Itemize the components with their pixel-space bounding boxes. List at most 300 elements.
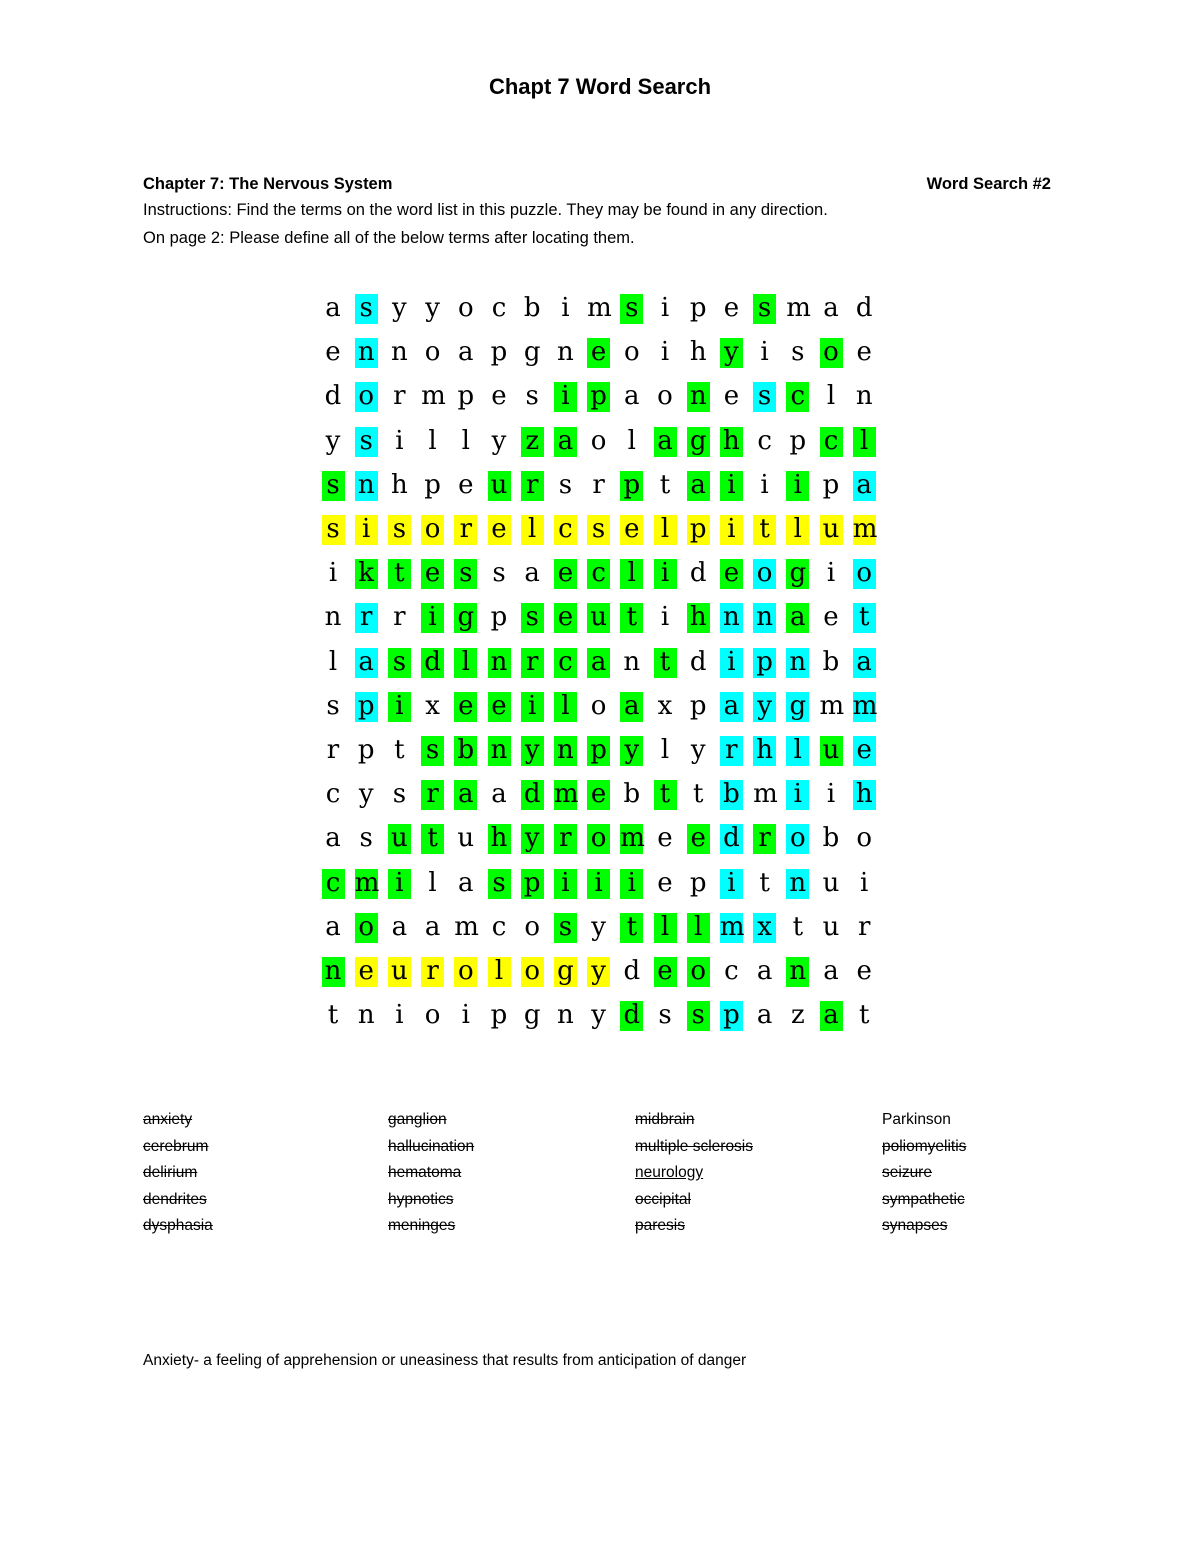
grid-letter: d [521, 780, 544, 810]
grid-letter: c [724, 956, 739, 986]
grid-letter: m [587, 293, 612, 323]
grid-letter: c [322, 869, 345, 899]
term-neurology: neurology [635, 1164, 704, 1181]
grid-letter: l [786, 736, 809, 766]
grid-letter: a [823, 956, 839, 986]
grid-letter: i [561, 293, 570, 323]
grid-letter: i [720, 515, 743, 545]
grid-letter: t [753, 515, 776, 545]
term-poliomyelitis: poliomyelitis [882, 1137, 967, 1155]
grid-letter: r [753, 824, 776, 854]
grid-letter: s [525, 381, 539, 412]
grid-letter: r [554, 824, 577, 854]
grid-letter: t [654, 648, 677, 678]
grid-letter: m [454, 911, 479, 942]
grid-letter: e [823, 602, 839, 633]
grid-letter: m [786, 293, 811, 323]
grid-letter: a [424, 911, 441, 942]
grid-letter: a [823, 293, 839, 323]
grid-letter: s [687, 1001, 710, 1031]
grid-letter: o [687, 957, 710, 987]
grid-letter: t [759, 867, 770, 898]
grid-letter: c [491, 911, 507, 942]
grid-letter: p [720, 1001, 743, 1031]
grid-letter: l [488, 957, 511, 987]
grid-letter: u [457, 823, 475, 854]
grid-letter: t [620, 603, 643, 633]
grid-letter: p [355, 692, 378, 722]
grid-letter: l [461, 425, 470, 456]
grid-letter: n [855, 381, 873, 412]
grid-letter: i [786, 471, 809, 501]
grid-letter: i [760, 469, 769, 500]
grid-letter: e [488, 692, 511, 722]
grid-letter: o [457, 293, 474, 323]
grid-letter: e [856, 956, 872, 986]
grid-letter: o [424, 337, 441, 368]
grid-letter: a [325, 823, 341, 854]
instructions-line-1: Instructions: Find the terms on the word list in this puzzle. They may be found in any direction. [143, 201, 828, 219]
grid-letter: e [587, 338, 610, 368]
grid-letter: i [328, 558, 338, 589]
term-multiple-sclerosis: multiple sclerosis [635, 1137, 754, 1155]
grid-letter: y [591, 1000, 606, 1031]
word-list-column-4 [882, 1110, 966, 1243]
grid-letter: i [860, 867, 869, 898]
grid-letter: c [554, 648, 577, 678]
grid-letter: x [657, 690, 673, 721]
grid-letter: p [457, 381, 475, 412]
grid-letter: l [687, 913, 710, 943]
grid-letter: u [822, 911, 840, 942]
grid-letter: l [620, 559, 643, 589]
grid-letter: s [492, 558, 506, 589]
chapter-header [143, 175, 1051, 194]
grid-letter: l [853, 427, 876, 457]
grid-letter: s [620, 294, 643, 324]
grid-letter: i [421, 603, 444, 633]
grid-letter: i [660, 293, 670, 323]
grid-letter: n [687, 382, 710, 412]
grid-letter: b [822, 646, 840, 677]
grid-letter: r [521, 648, 544, 678]
grid-letter: o [355, 913, 378, 943]
grid-letter: m [852, 690, 878, 721]
grid-letter: o [355, 382, 378, 412]
grid-letter: r [521, 471, 544, 501]
grid-letter: i [660, 337, 670, 368]
grid-letter: r [421, 780, 444, 810]
grid-letter: p [587, 382, 610, 412]
grid-letter: s [753, 294, 776, 324]
grid-letter: i [654, 559, 677, 589]
grid-letter: o [454, 957, 477, 987]
grid-letter: i [660, 602, 670, 633]
grid-letter: i [786, 780, 809, 810]
grid-letter: g [523, 1000, 541, 1031]
grid-letter: a [687, 471, 710, 501]
grid-letter: b [454, 736, 477, 766]
grid-letter: i [620, 869, 643, 899]
grid-letter: e [421, 559, 444, 589]
grid-letter: e [654, 957, 677, 987]
grid-letter: d [855, 293, 873, 323]
grid-letter: t [792, 911, 804, 942]
grid-letter: z [790, 1000, 805, 1031]
grid-letter: o [786, 824, 809, 854]
grid-letter: s [322, 471, 345, 501]
grid-letter: u [388, 824, 411, 854]
grid-letter: l [521, 515, 544, 545]
grid-letter: o [856, 823, 873, 854]
grid-letter: a [756, 1000, 773, 1031]
grid-letter: p [490, 602, 508, 633]
grid-letter: o [521, 957, 544, 987]
grid-letter: m [553, 779, 579, 810]
grid-letter: u [488, 471, 511, 501]
grid-letter: a [458, 337, 474, 368]
grid-letter: n [355, 471, 378, 501]
grid-letter: n [355, 338, 378, 368]
grid-letter: d [689, 646, 707, 677]
grid-letter: e [554, 559, 577, 589]
grid-letter: h [689, 337, 707, 368]
grid-letter: e [587, 780, 610, 810]
grid-letter: h [720, 427, 743, 457]
grid-letter: s [322, 515, 345, 545]
grid-letter: o [421, 515, 444, 545]
grid-letter: n [488, 648, 511, 678]
grid-letter: s [521, 603, 544, 633]
grid-letter: g [786, 559, 809, 589]
grid-letter: t [388, 559, 411, 589]
term-parkinson: Parkinson [882, 1111, 951, 1128]
grid-letter: n [623, 646, 641, 677]
grid-letter: e [856, 337, 872, 368]
grid-letter: a [491, 779, 507, 810]
grid-letter: a [325, 911, 341, 942]
grid-letter: y [325, 425, 341, 456]
grid-letter: s [355, 294, 378, 324]
grid-letter: t [394, 735, 405, 765]
grid-letter: c [786, 382, 809, 412]
grid-letter: l [826, 381, 836, 412]
term-occipital: occipital [635, 1190, 691, 1208]
grid-letter: m [620, 823, 645, 854]
grid-letter: e [853, 736, 876, 766]
grid-letter: z [521, 427, 544, 457]
grid-letter: d [620, 1001, 643, 1031]
grid-letter: o [524, 911, 541, 942]
grid-letter: a [587, 648, 610, 678]
grid-letter: t [421, 824, 444, 854]
grid-letter: i [395, 425, 404, 456]
grid-letter: s [388, 648, 411, 678]
grid-letter: y [591, 911, 606, 942]
grid-letter: n [786, 648, 809, 678]
term-ganglion: ganglion [388, 1111, 447, 1128]
grid-letter: y [521, 736, 544, 766]
grid-letter: l [328, 646, 338, 677]
grid-letter: i [395, 1000, 404, 1031]
grid-letter: o [657, 381, 673, 412]
grid-letter: m [354, 867, 380, 898]
grid-letter: p [687, 515, 710, 545]
grid-letter: p [490, 1000, 508, 1031]
grid-letter: l [627, 425, 636, 456]
grid-letter: h [853, 780, 876, 810]
grid-letter: a [786, 603, 809, 633]
grid-letter: o [587, 824, 610, 854]
grid-letter: p [424, 469, 441, 500]
grid-letter: l [554, 692, 577, 722]
grid-letter: r [393, 602, 406, 633]
grid-letter: p [521, 869, 544, 899]
grid-letter: r [421, 957, 444, 987]
grid-letter: s [791, 337, 805, 368]
grid-letter: e [620, 515, 643, 545]
grid-letter: l [654, 913, 677, 943]
grid-letter: g [554, 957, 577, 987]
grid-letter: a [820, 1001, 843, 1031]
grid-letter: n [322, 957, 345, 987]
grid-letter: l [428, 867, 437, 898]
grid-letter: p [822, 469, 840, 500]
grid-letter: n [554, 736, 577, 766]
grid-letter: n [786, 869, 809, 899]
grid-letter: a [620, 692, 643, 722]
grid-letter: h [488, 824, 511, 854]
grid-letter: a [458, 867, 474, 898]
grid-letter: b [822, 823, 840, 854]
grid-letter: s [753, 382, 776, 412]
grid-letter: x [425, 690, 440, 721]
term-seizure: seizure [882, 1164, 932, 1181]
definition-anxiety: Anxiety- a feeling of apprehension or uneasiness that results from anticipation of danger [143, 1352, 747, 1369]
grid-letter: l [654, 515, 677, 545]
grid-letter: s [454, 559, 477, 589]
term-delirium: delirium [143, 1164, 198, 1181]
grid-letter: p [620, 471, 643, 501]
grid-letter: m [421, 381, 446, 412]
term-sympathetic: sympathetic [882, 1190, 965, 1208]
grid-letter: b [720, 780, 743, 810]
grid-letter: h [687, 603, 710, 633]
grid-letter: u [822, 867, 840, 898]
grid-letter: m [753, 779, 778, 810]
grid-letter: g [786, 692, 809, 722]
grid-letter: i [760, 337, 769, 368]
word-search-label: Word Search #2 [926, 175, 1051, 193]
grid-letter: y [392, 293, 407, 323]
grid-letter: u [820, 736, 843, 766]
grid-letter: a [554, 427, 577, 457]
grid-letter: i [720, 471, 743, 501]
grid-letter: e [657, 823, 673, 854]
document-title: Chapt 7 Word Search [488, 74, 712, 99]
term-paresis: paresis [635, 1217, 685, 1234]
grid-letter: p [689, 867, 707, 898]
grid-letter: c [820, 427, 843, 457]
grid-letter: p [689, 293, 707, 323]
grid-letter: s [392, 779, 407, 810]
term-hallucination: hallucination [388, 1137, 475, 1155]
grid-letter: r [355, 603, 378, 633]
grid-letter: d [623, 956, 641, 986]
grid-letter: c [325, 779, 341, 810]
grid-letter: g [523, 337, 541, 368]
grid-letter: s [587, 515, 610, 545]
grid-letter: o [590, 690, 607, 721]
grid-letter: r [592, 469, 605, 500]
grid-letter: h [391, 469, 408, 500]
grid-letter: a [853, 471, 876, 501]
grid-letter: s [388, 515, 411, 545]
grid-letter: p [490, 337, 508, 368]
grid-letter: e [723, 381, 740, 412]
grid-letter: t [654, 780, 677, 810]
grid-letter: g [687, 427, 710, 457]
grid-letter: i [554, 869, 577, 899]
grid-letter: s [359, 823, 373, 854]
grid-letter: i [587, 869, 610, 899]
grid-letter: n [488, 736, 511, 766]
grid-letter: n [324, 602, 342, 633]
grid-letter: c [491, 293, 507, 323]
grid-letter: s [658, 1000, 672, 1031]
grid-letter: e [687, 824, 710, 854]
chapter-title: Chapter 7: The Nervous System [143, 175, 393, 193]
grid-letter: a [720, 692, 743, 722]
grid-letter: n [557, 1000, 574, 1031]
grid-letter: l [428, 425, 437, 456]
grid-letter: m [719, 911, 745, 942]
grid-letter: e [458, 469, 474, 500]
grid-letter: i [388, 692, 411, 722]
grid-letter: a [391, 911, 408, 942]
grid-letter: y [690, 735, 706, 765]
grid-letter: s [488, 869, 511, 899]
term-midbrain: midbrain [635, 1111, 695, 1128]
grid-letter: i [461, 1000, 470, 1031]
grid-letter: l [660, 735, 670, 765]
term-synapses: synapses [882, 1217, 948, 1234]
grid-letter: o [820, 338, 843, 368]
grid-letter: i [720, 648, 743, 678]
grid-letter: p [689, 690, 707, 721]
grid-letter: y [620, 736, 643, 766]
grid-letter: e [723, 293, 740, 323]
grid-letter: y [521, 824, 544, 854]
grid-letter: e [657, 867, 673, 898]
grid-letter: o [623, 337, 640, 368]
grid-letter: e [355, 957, 378, 987]
term-dysphasia: dysphasia [143, 1217, 213, 1234]
grid-letter: e [488, 515, 511, 545]
grid-letter: a [454, 780, 477, 810]
grid-letter: p [587, 736, 610, 766]
grid-letter: r [857, 911, 871, 942]
grid-letter: i [826, 558, 836, 589]
grid-letter: n [557, 337, 574, 368]
grid-letter: a [325, 293, 341, 323]
grid-letter: a [853, 648, 876, 678]
grid-letter: n [720, 603, 743, 633]
grid-letter: y [425, 293, 440, 323]
grid-letter: r [326, 735, 340, 765]
grid-letter: b [523, 293, 541, 323]
grid-letter: y [753, 692, 776, 722]
grid-letter: s [554, 913, 577, 943]
grid-letter: i [521, 692, 544, 722]
word-list-column-2 [388, 1110, 474, 1243]
word-list-column-1 [143, 1110, 213, 1243]
grid-letter: t [692, 779, 704, 810]
term-hematoma: hematoma [388, 1164, 462, 1181]
grid-letter: s [421, 736, 444, 766]
grid-letter: m [819, 690, 845, 721]
grid-letter: n [357, 1000, 375, 1031]
grid-letter: i [826, 779, 836, 810]
grid-letter: o [424, 1000, 441, 1031]
grid-letter: h [753, 736, 776, 766]
grid-letter: t [858, 1000, 870, 1031]
grid-letter: d [421, 648, 444, 678]
term-hypnotics: hypnotics [388, 1190, 454, 1208]
grid-letter: a [524, 558, 540, 589]
grid-letter: k [355, 559, 378, 589]
grid-letter: d [689, 558, 707, 589]
grid-letter: e [491, 381, 507, 412]
instructions-line-2: On page 2: Please define all of the below terms after locating them. [143, 229, 635, 247]
grid-letter: a [654, 427, 677, 457]
grid-letter: u [388, 957, 411, 987]
grid-letter: i [720, 869, 743, 899]
grid-letter: n [391, 337, 408, 368]
grid-letter: o [590, 425, 607, 456]
grid-letter: u [820, 515, 843, 545]
grid-letter: d [324, 381, 342, 412]
grid-letter: b [623, 779, 641, 810]
grid-letter: u [587, 603, 610, 633]
grid-letter: r [454, 515, 477, 545]
grid-letter: s [355, 427, 378, 457]
grid-letter: o [853, 559, 876, 589]
grid-letter: s [326, 690, 340, 721]
grid-letter: a [355, 648, 378, 678]
grid-letter: l [786, 515, 809, 545]
grid-letter: r [720, 736, 743, 766]
grid-letter: e [720, 559, 743, 589]
grid-letter: y [358, 779, 374, 810]
grid-letter: r [393, 381, 406, 412]
grid-letter: t [853, 603, 876, 633]
grid-letter: g [454, 603, 477, 633]
grid-letter: i [388, 869, 411, 899]
grid-letter: a [624, 381, 640, 412]
grid-letter: o [753, 559, 776, 589]
grid-letter: y [720, 338, 743, 368]
grid-letter: p [753, 648, 776, 678]
grid-letter: y [587, 957, 610, 987]
grid-letter: t [659, 469, 671, 500]
grid-letter: p [357, 735, 375, 765]
term-meninges: meninges [388, 1217, 456, 1234]
grid-letter: p [789, 425, 807, 456]
grid-letter: y [491, 425, 507, 456]
term-dendrites: dendrites [143, 1190, 207, 1208]
grid-letter: s [558, 469, 573, 500]
